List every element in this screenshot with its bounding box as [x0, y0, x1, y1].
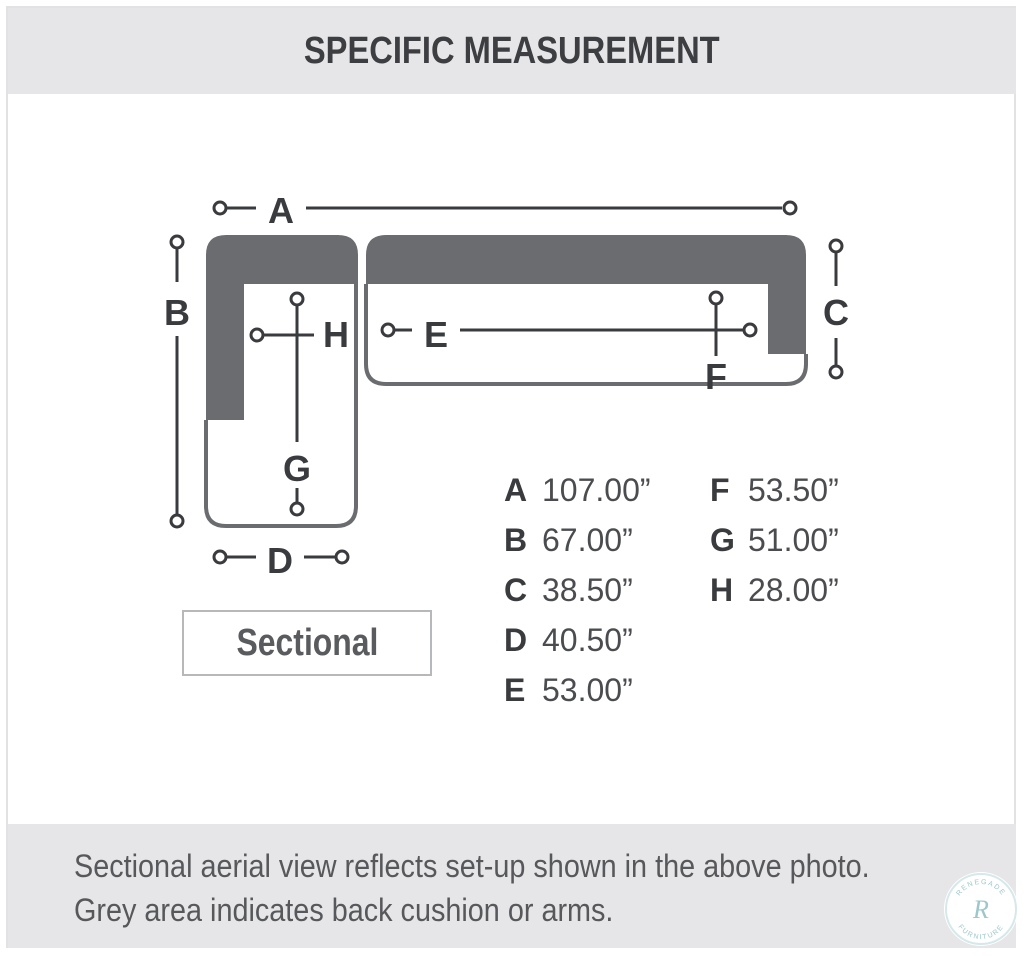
dimension-h-label: H: [323, 314, 349, 355]
svg-text:FURNITURE: FURNITURE: [956, 923, 1006, 942]
footer-note-line-1: Sectional aerial view reflects set-up shown in the above photo.: [74, 848, 870, 884]
dimension-g-label: G: [282, 448, 312, 489]
footer-note-line-2: Grey area indicates back cushion or arms.: [74, 892, 614, 928]
page-title: SPECIFIC MEASUREMENT: [304, 29, 720, 72]
legend-value-e: 53.00”: [542, 672, 633, 708]
legend-value-a: 107.00”: [542, 472, 651, 508]
legend-value-c: 38.50”: [542, 572, 633, 608]
legend-value-b: 67.00”: [542, 522, 633, 558]
configuration-label: Sectional: [236, 621, 378, 664]
dimension-b-label: B: [164, 292, 190, 333]
dimension-f-label: F: [705, 356, 727, 397]
dimension-f-line: [710, 292, 722, 356]
legend-letter-g: G: [710, 522, 735, 558]
legend-value-h: 28.00”: [748, 572, 839, 608]
legend-letter-c: C: [504, 572, 528, 608]
legend-value-f: 53.50”: [748, 472, 839, 508]
dimension-b-line: [171, 236, 183, 527]
dimension-e-label: E: [423, 314, 449, 355]
logo-seal-icon: [944, 872, 1018, 946]
legend-value-g: 51.00”: [748, 522, 839, 558]
legend-letter-a: A: [504, 472, 528, 508]
brand-logo: [944, 872, 1018, 946]
legend-letter-e: E: [504, 672, 526, 708]
dimension-a-label: A: [268, 190, 294, 231]
dimension-c-label: C: [823, 292, 849, 333]
footer-band: [8, 824, 1016, 948]
dimension-d-label: D: [267, 540, 293, 581]
svg-text:RENEGADE: RENEGADE: [955, 878, 1007, 898]
legend-letter-d: D: [504, 622, 528, 658]
legend-letter-h: H: [710, 572, 734, 608]
legend-letter-b: B: [504, 522, 528, 558]
dimension-h-line: [251, 329, 314, 341]
legend-value-d: 40.50”: [542, 622, 633, 658]
dimension-a-line: [214, 202, 796, 214]
configuration-label-box: [182, 610, 432, 676]
legend-letter-f: F: [710, 472, 730, 508]
svg-text:R: R: [973, 895, 989, 924]
